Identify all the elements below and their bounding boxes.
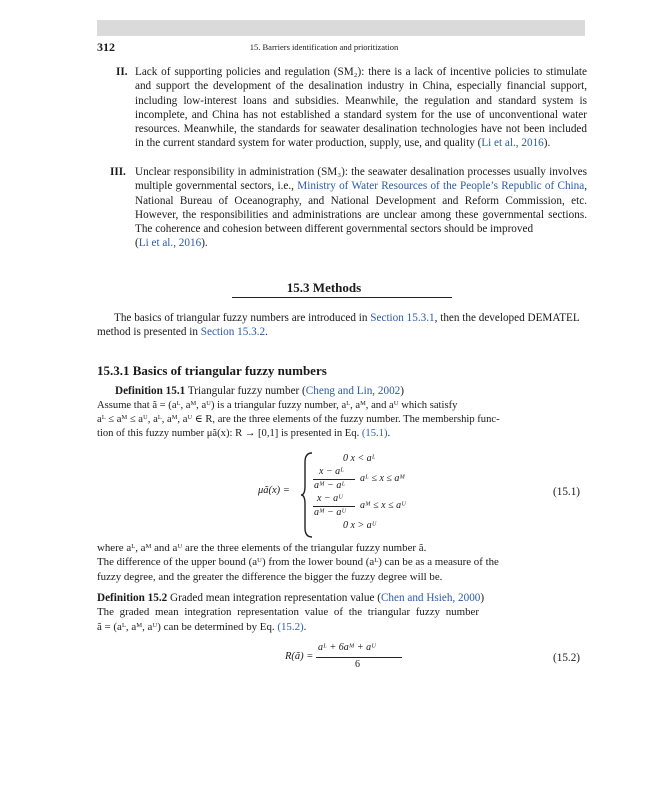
eq1-frac-1-den: aᴹ − aᴸ [314, 480, 346, 491]
intro-c: . [265, 326, 268, 339]
eq2-frac-bar [316, 657, 402, 658]
list-item-2-text: Lack of supporting policies and regulation (SM₂): there is a lack of incentive policies to stimulate and support the development of the desalination industry in China, especially financial support, including low-interest loans and subsidies. Meanwhile, the regulation and standard system is incomplete, and China has not established a standard system for the use of unconventional water resources. Meanwhile, the standards for seawater desalination technologies have not been included in the current standard system for water production, supply, use, and quality ( [135, 66, 587, 150]
list-numeral-2: II. [116, 66, 128, 78]
eq2-lhs: R(ã) = [285, 651, 314, 662]
citation-link[interactable]: Cheng and Lin, 2002 [305, 385, 401, 397]
definition-1-label: Definition 15.1 [115, 385, 186, 397]
eq1-frac-2-num: x − aᵁ [317, 493, 344, 504]
header-band [97, 20, 585, 36]
citation-link[interactable]: Li et al., 2016 [481, 137, 544, 150]
definition-1-line-2: aᴸ ≤ aᴹ ≤ aᵁ, aᴸ, aᴹ, aᵁ ∈ R, are the three elements of the fuzzy number. The membership func- [97, 414, 500, 425]
section-rule [232, 297, 452, 298]
list-item-3-tail: ). [201, 237, 208, 250]
equation-link[interactable]: (15.1) [361, 428, 388, 439]
definition-1-line-1: Assume that ã = (aᴸ, aᴹ, aᵁ) is a triangular fuzzy number, aᴸ, aᴹ, and aᵁ which satisfy [97, 400, 458, 411]
list-item-3 [135, 165, 587, 251]
after-eq1-line-2: The difference of the upper bound (aᵁ) from the lower bound (aᴸ) can be as a measure of the [97, 556, 499, 568]
list-numeral-3: III. [110, 166, 126, 178]
eq1-case-1: 0 x < aᴸ [343, 453, 376, 464]
definition-1-name: Triangular fuzzy number ( [185, 385, 306, 397]
section-intro [97, 311, 587, 340]
eq1-cond-2: aᴹ ≤ x ≤ aᵁ [360, 500, 407, 511]
ministry-link[interactable]: Ministry of Water Resources of the People’s Republic of China [297, 180, 585, 193]
left-brace-icon [300, 452, 314, 538]
section-link-2[interactable]: Section 15.3.2 [200, 326, 266, 339]
eq2-denominator: 6 [355, 659, 360, 670]
definition-1-line-3 [97, 427, 390, 441]
equation-number-1: (15.1) [553, 486, 581, 498]
intro-b: , then the developed DEMATEL method is presented in [97, 312, 580, 339]
intro-a: The basics of triangular fuzzy numbers are introduced in [114, 312, 371, 324]
definition-2-line-2a: ã = (aᴸ, aᴹ, aᵁ) can be determined by Eq. [97, 621, 278, 633]
eq1-frac-2-den: aᴹ − aᵁ [314, 507, 347, 518]
list-item-2-tail: ). [543, 137, 551, 150]
citation-link[interactable]: Li et al., 2016 [138, 237, 202, 250]
page-number: 312 [97, 40, 115, 54]
list-item-3-text-a: Unclear responsibility in administration (SM₃): the seawater desalination processes usually involves multiple governmental sectors, i.e., [135, 166, 587, 193]
definition-1-line-3a: tion of this fuzzy number μã(x): R → [0,1] is presented in Eq. [97, 428, 362, 439]
citation-link[interactable]: Chen and Hsieh, 2000 [380, 592, 481, 604]
equation-link[interactable]: (15.2) [277, 621, 304, 633]
definition-1-heading [115, 384, 404, 398]
eq1-case-4: 0 x > aᵁ [343, 520, 377, 531]
eq1-cond-1: aᴸ ≤ x ≤ aᴹ [360, 473, 406, 484]
equation-number-2: (15.2) [553, 652, 581, 664]
running-title: 15. Barriers identification and prioritization [249, 42, 399, 52]
definition-1-close: ) [400, 385, 404, 397]
eq1-frac-1-num: x − aᴸ [319, 466, 345, 477]
definition-2-line-2b: . [303, 621, 307, 633]
definition-2-heading [97, 591, 484, 605]
definition-2-line-1: The graded mean integration representation value of the triangular fuzzy number [97, 606, 479, 618]
subsection-title: 15.3.1 Basics of triangular fuzzy numbers [97, 363, 327, 378]
eq1-lhs: μã(x) = [258, 485, 290, 496]
definition-2-close: ) [480, 592, 485, 604]
list-item-3-text-b: , National Bureau of Oceanography, and National Development and Reform Commission, etc. However, the responsibilities and administrations are unclear among these governmental sections. The coherence and cohesion between different governmental sectors should be improved [135, 180, 587, 236]
section-title: 15.3 Methods [286, 280, 362, 295]
section-link-1[interactable]: Section 15.3.1 [370, 312, 435, 324]
definition-2-label: Definition 15.2 [97, 592, 168, 604]
definition-2-name: Graded mean integration representation value ( [167, 592, 381, 604]
list-item-2 [135, 65, 587, 151]
list-item-3-cite-open: ( [135, 237, 139, 250]
definition-2-line-2 [97, 620, 306, 634]
after-eq1-line-1: where aᴸ, aᴹ and aᵁ are the three elements of the triangular fuzzy number ã. [97, 542, 427, 554]
eq2-numerator: aᴸ + 6aᴹ + aᵁ [318, 642, 377, 653]
after-eq1-line-3: fuzzy degree, and the greater the difference the bigger the fuzzy degree will be. [97, 571, 443, 583]
definition-1-line-3b: . [387, 428, 391, 439]
